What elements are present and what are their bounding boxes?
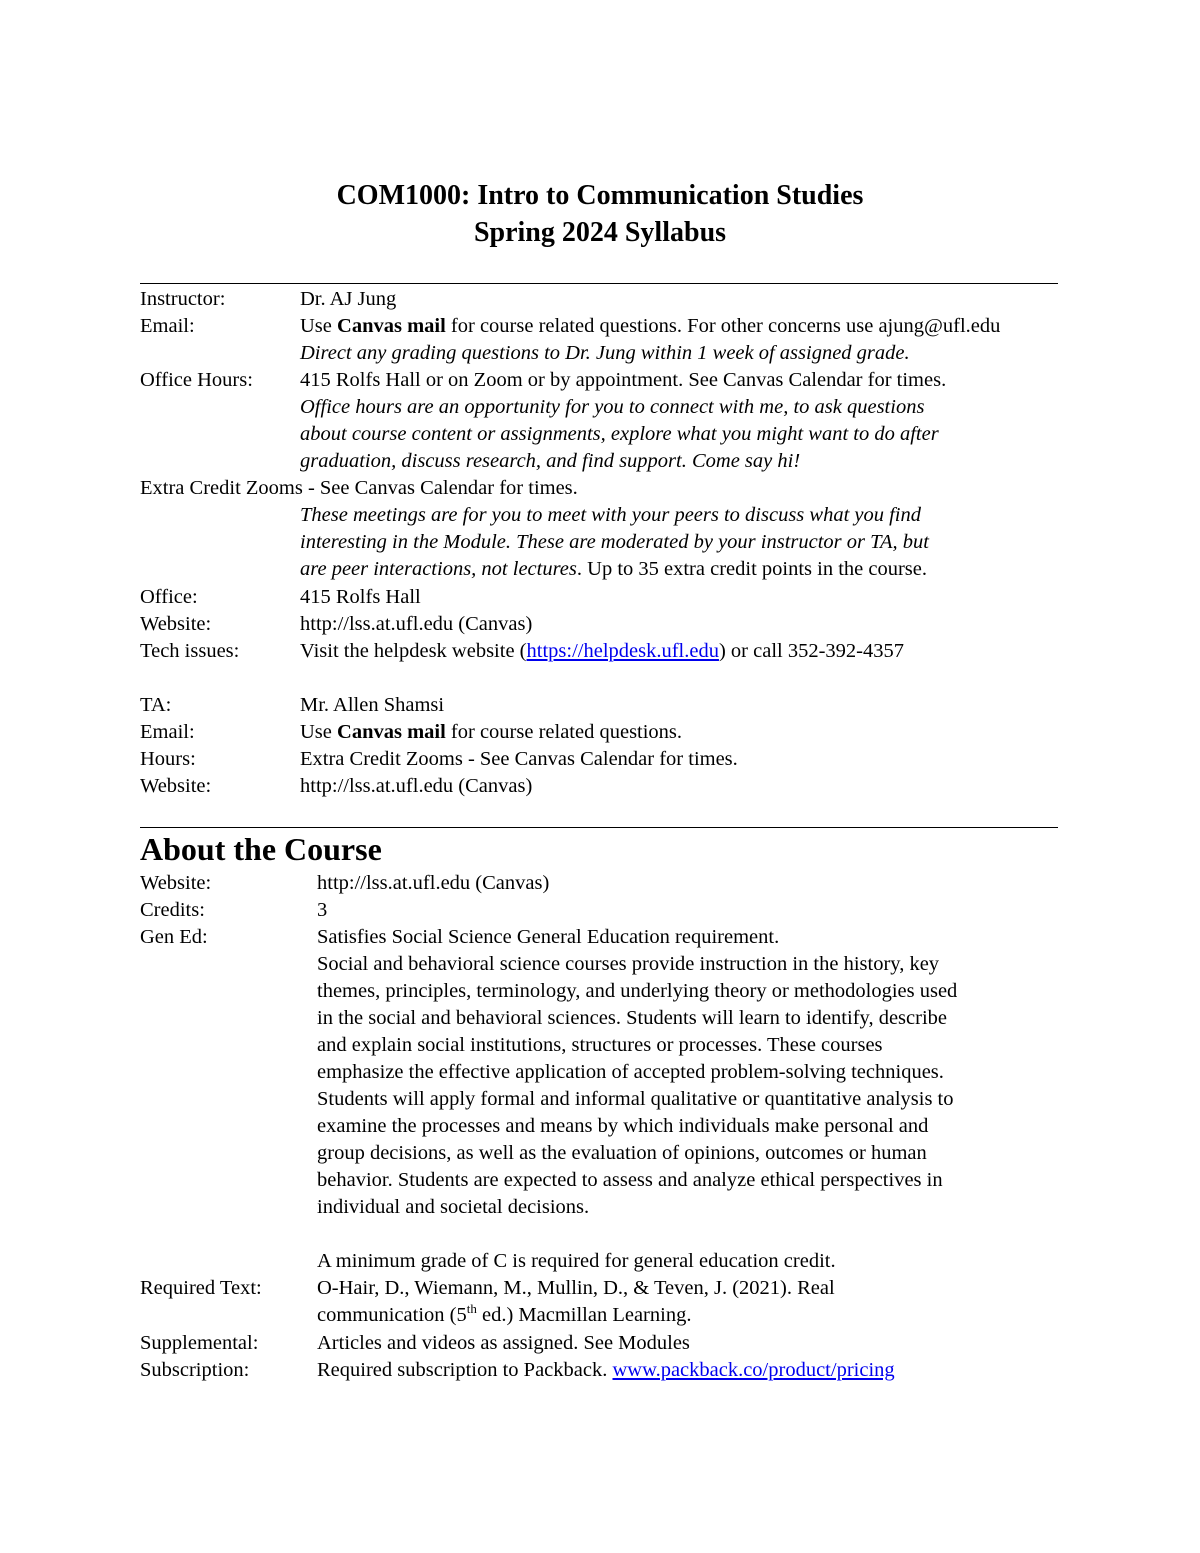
website-value: http://lss.at.ufl.edu (Canvas) (300, 613, 533, 635)
gened-label: Gen Ed: (140, 926, 208, 948)
divider-about (140, 827, 1058, 828)
office-value: 415 Rolfs Hall (300, 586, 421, 608)
about-website-value: http://lss.at.ufl.edu (Canvas) (317, 872, 550, 894)
email-label: Email: (140, 315, 195, 337)
office-hours-value: 415 Rolfs Hall or on Zoom or by appointment. See Canvas Calendar for times. (300, 369, 947, 391)
gened-line: examine the processes and means by which individuals make personal and (317, 1115, 929, 1137)
gened-line: individual and societal decisions. (317, 1196, 590, 1218)
gened-line: and explain social institutions, structures or processes. These courses (317, 1034, 883, 1056)
website-label: Website: (140, 613, 212, 635)
ta-hours-label: Hours: (140, 748, 196, 770)
office-label: Office: (140, 586, 198, 608)
subscription-label: Subscription: (140, 1359, 250, 1381)
helpdesk-link[interactable]: https://helpdesk.ufl.edu (526, 640, 719, 662)
gened-line: Social and behavioral science courses provide instruction in the history, key (317, 953, 940, 975)
gened-line: emphasize the effective application of accepted problem-solving techniques. (317, 1061, 944, 1083)
gened-line: Students will apply formal and informal qualitative or quantitative analysis to (317, 1088, 954, 1110)
tech-issues-value: Visit the helpdesk website (https://helpdesk.ufl.edu) or call 352-392-4357 (300, 640, 904, 662)
supplemental-label: Supplemental: (140, 1332, 259, 1354)
ta-website-label: Website: (140, 775, 212, 797)
supplemental-value: Articles and videos as assigned. See Modules (317, 1332, 690, 1354)
tech-issues-label: Tech issues: (140, 640, 240, 662)
ta-label: TA: (140, 694, 172, 716)
required-text-label: Required Text: (140, 1277, 262, 1299)
instructor-name: Dr. AJ Jung (300, 288, 397, 310)
ta-hours-value: Extra Credit Zooms - See Canvas Calendar for times. (300, 748, 738, 770)
office-hours-label: Office Hours: (140, 369, 253, 391)
packback-link[interactable]: www.packback.co/product/pricing (612, 1359, 895, 1381)
syllabus-subtitle: Spring 2024 Syllabus (473, 217, 727, 248)
gened-line: in the social and behavioral sciences. Students will learn to identify, describe (317, 1007, 947, 1029)
ta-website-value: http://lss.at.ufl.edu (Canvas) (300, 775, 533, 797)
syllabus-page: COM1000: Intro to Communication Studies Spring 2024 Syllabus Instructor: Dr. AJ Jung Email: Use Canvas mail for course related questions. For other concerns use ajung@ufl.edu Direct any grading questions to Dr. Jung within 1 week of assigned grade. Office Hours: 415 Rolfs Hall or on Zoom or by appointment. See Canvas Calendar for times. Office hours are an opportunity for you to connect with me, to ask questions about course content or assignments, explore what you might want to do after graduation, discuss research, and find support. Come say hi! Extra Credit Zooms - See Canvas Calendar for times. These meetings are for you to meet with your peers to discuss what you find interesting in the Module. These are moderated by your instructor or TA, but are peer interactions, not lectures. Up to 35 extra credit points in the course. Office: 415 Rolfs Hall Website: http://lss.at.ufl.edu (Canvas) Tech issues: Visit the helpdesk website (https://helpdesk.ufl.edu) or call 352-392-4357 TA: Mr. Allen Shamsi Email: Use Canvas mail for course related questions. Hours: Extra Credit Zooms - See Canvas Calendar for times. Website: http://lss.at.ufl.edu (Canvas) About the Course Website: http://lss.at.ufl.edu (Canvas) Credits: 3 Gen Ed: Satisfies Social Science General Education requirement. Social and behavioral science courses provide instruction in the history, key themes, principles, terminology, and underlying theory or methodologies used in the social and behavioral sciences. Students will learn to identify, describe and explain social institutions, structures or processes. These courses emphasize the effective application of accepted problem-solving techniques. Students will apply formal and informal qualitative or quantitative analysis to examine the processes and means by which individuals make personal and group decisions, as well as the evaluation of opinions, outcomes or human behavior. Students are expected to assess and analyze ethical perspectives in individual and societal decisions. A minimum grade of C is required for general education credit. Required Text: O-Hair, D., Wiemann, M., Mullin, D., & Teven, J. (2021). Real communication (5th ed.) Macmillan Learning. Supplemental: Articles and videos as assigned. See Modules Subscription: Required subscription to Packback. www.packback.co/product/pricing (0, 0, 1200, 1553)
gened-line: themes, principles, terminology, and underlying theory or methodologies used (317, 980, 958, 1002)
divider-top (140, 283, 1058, 284)
email-value: Use Canvas mail for course related questions. For other concerns use ajung@ufl.edu (300, 315, 1001, 337)
gened-line: behavior. Students are expected to assess and analyze ethical perspectives in (317, 1169, 943, 1191)
grading-note: Direct any grading questions to Dr. Jung within 1 week of assigned grade. (300, 342, 910, 364)
ta-email-value: Use Canvas mail for course related questions. (300, 721, 683, 743)
min-grade-note: A minimum grade of C is required for general education credit. (317, 1250, 836, 1272)
required-text-citation: O-Hair, D., Wiemann, M., Mullin, D., & Teven, J. (2021). Real (317, 1277, 835, 1299)
gened-line: Satisfies Social Science General Education requirement. (317, 926, 780, 948)
credits-value: 3 (317, 899, 328, 921)
ta-name: Mr. Allen Shamsi (300, 694, 445, 716)
about-website-label: Website: (140, 872, 212, 894)
ta-email-label: Email: (140, 721, 195, 743)
subscription-value: Required subscription to Packback. www.packback.co/product/pricing (317, 1359, 895, 1381)
about-heading: About the Course (140, 831, 382, 867)
course-title: COM1000: Intro to Communication Studies (336, 180, 864, 211)
gened-line: group decisions, as well as the evaluation of opinions, outcomes or human (317, 1142, 927, 1164)
credits-label: Credits: (140, 899, 205, 921)
extra-credit-line: Extra Credit Zooms - See Canvas Calendar for times. (140, 477, 578, 499)
instructor-label: Instructor: (140, 288, 226, 310)
